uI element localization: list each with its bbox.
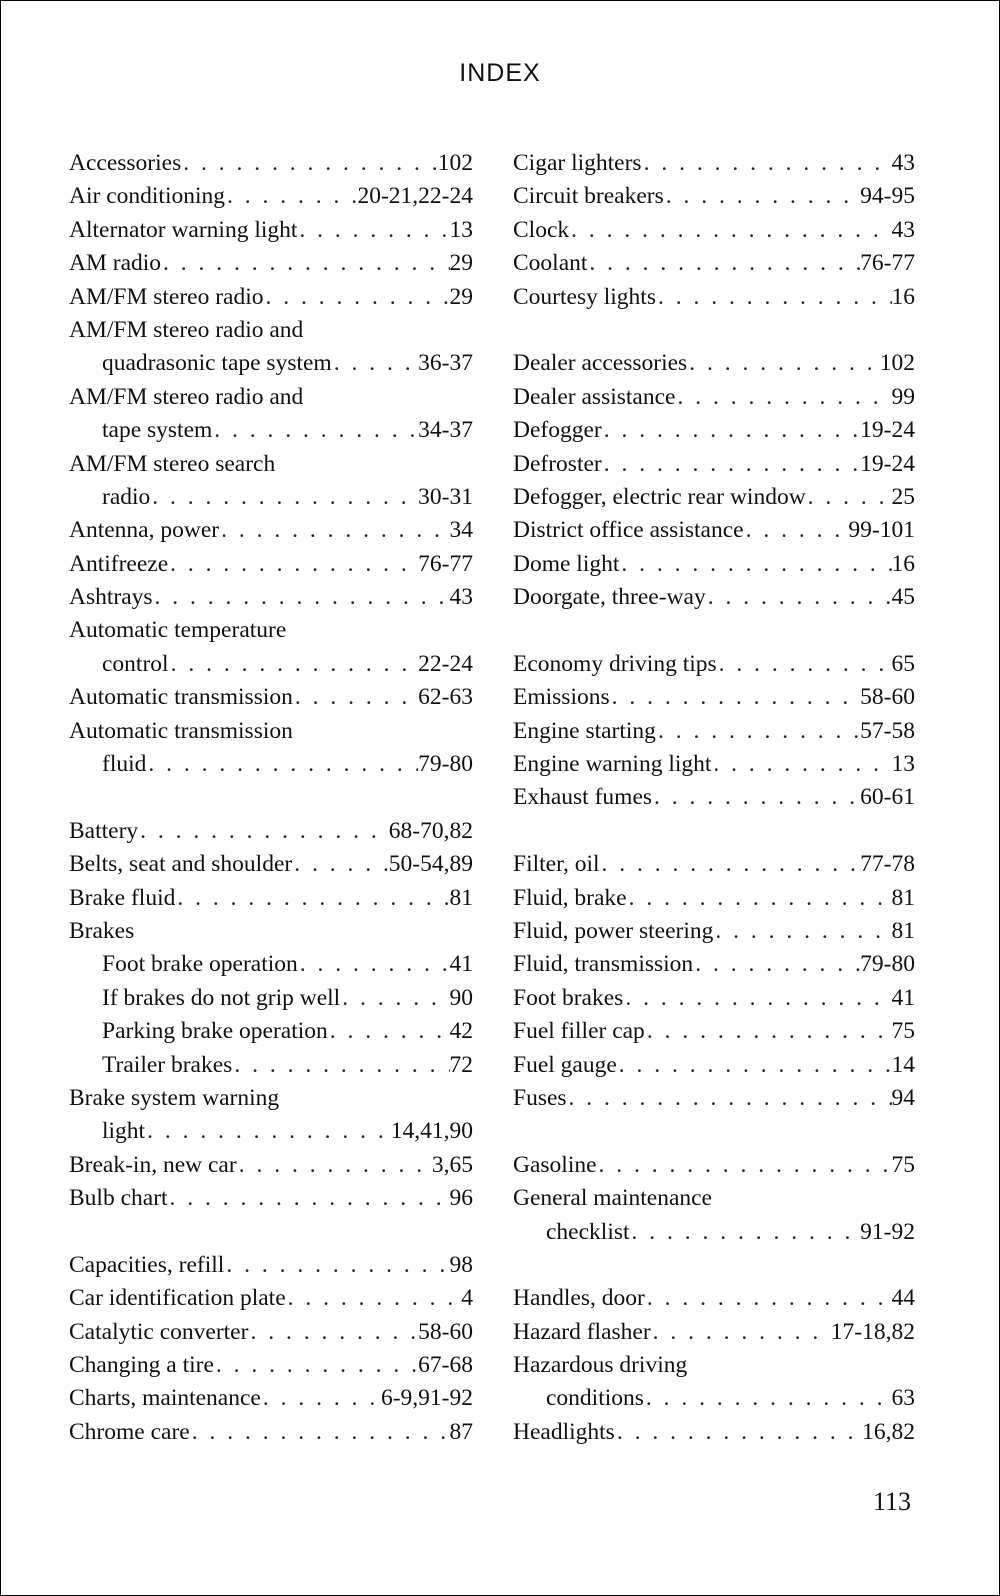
entry-text: quadrasonic tape system (102, 350, 332, 377)
entry-text: Exhaust fumes (513, 784, 653, 811)
entry-page-ref: 14,41,90 (390, 1118, 473, 1145)
dot-leader (644, 1382, 892, 1415)
index-entry (69, 314, 473, 347)
index-entry (513, 1082, 915, 1115)
entry-text: Hazardous driving (513, 1352, 688, 1379)
entry-text: AM/FM stereo radio and (69, 383, 304, 410)
index-entry (69, 648, 473, 681)
entry-page-ref: 90 (449, 984, 473, 1011)
index-entry (69, 214, 473, 247)
page-number: 113 (872, 1487, 911, 1516)
entry-text: Doorgate, three-way (513, 584, 706, 611)
index-column-right (513, 147, 915, 1449)
entry-text: Fluid, power steering (513, 917, 714, 944)
entry-page-ref: 98 (449, 1251, 473, 1278)
entry-text: tape system (102, 417, 213, 444)
dot-leader (328, 1015, 450, 1048)
index-entry (513, 1049, 915, 1082)
dot-leader (623, 982, 891, 1015)
entry-page-ref: 19-24 (860, 417, 915, 444)
entry-text: Capacities, refill (69, 1251, 225, 1278)
entry-text: Break-in, new car (69, 1151, 237, 1178)
index-entry (513, 347, 915, 380)
dot-leader (627, 882, 892, 915)
blank-spacer (513, 1249, 915, 1282)
entry-page-ref: 25 (891, 483, 915, 510)
index-entry (69, 982, 473, 1015)
dot-leader (630, 1216, 861, 1249)
entry-text: Gasoline (513, 1151, 597, 1178)
entry-text: Fluid, brake (513, 884, 627, 911)
dot-leader (602, 448, 860, 481)
entry-text: Alternator warning light (69, 216, 298, 243)
index-entry (69, 180, 473, 213)
entry-page-ref: 79-80 (418, 751, 473, 778)
index-entry (513, 1015, 915, 1048)
entry-text: checklist (546, 1218, 630, 1245)
dot-leader (587, 247, 860, 280)
dot-leader (617, 1049, 892, 1082)
index-entry (69, 1249, 473, 1282)
index-entry (69, 1115, 473, 1148)
entry-text: Engine warning light (513, 751, 712, 778)
index-entry (513, 1349, 915, 1382)
dot-leader (297, 214, 449, 247)
entry-text: Antifreeze (69, 550, 169, 577)
entry-page-ref: 67-68 (418, 1352, 473, 1379)
entry-text: Defogger (513, 417, 602, 444)
dot-leader (569, 214, 891, 247)
entry-text: Charts, maintenance (69, 1385, 261, 1412)
entry-text: Headlights (513, 1418, 615, 1445)
index-column-left (69, 147, 473, 1449)
dot-leader (711, 748, 891, 781)
index-entry (69, 548, 473, 581)
entry-text: Coolant (513, 250, 588, 277)
index-entry (513, 982, 915, 1015)
entry-text: Fuel filler cap (513, 1018, 645, 1045)
entry-text: Courtesy lights (513, 283, 656, 310)
entry-text: AM/FM stereo search (69, 450, 276, 477)
index-entry (69, 1382, 473, 1415)
dot-leader (340, 982, 449, 1015)
dot-leader (600, 848, 861, 881)
entry-page-ref: 17-18,82 (830, 1318, 915, 1345)
index-entry (69, 948, 473, 981)
index-entry (513, 548, 915, 581)
entry-page-ref: 63 (891, 1385, 915, 1412)
entry-text: If brakes do not grip well (102, 984, 341, 1011)
index-entry (513, 1182, 915, 1215)
index-entry (69, 414, 473, 447)
entry-text: Hazard flasher (513, 1318, 651, 1345)
dot-leader (292, 848, 389, 881)
entry-text: Dealer accessories (513, 350, 688, 377)
index-entry (513, 948, 915, 981)
entry-text: control (102, 650, 169, 677)
dot-leader (153, 581, 450, 614)
dot-leader (161, 247, 449, 280)
entry-text: Emissions (513, 684, 610, 711)
index-entry (69, 581, 473, 614)
index-entry (513, 648, 915, 681)
dot-leader (687, 347, 880, 380)
entry-text: Chrome care (69, 1418, 190, 1445)
index-entry (69, 1149, 473, 1182)
entry-text: Catalytic converter (69, 1318, 249, 1345)
dot-leader (619, 548, 891, 581)
index-entry (513, 214, 915, 247)
entry-page-ref: 13 (449, 216, 473, 243)
dot-leader (145, 1115, 391, 1148)
entry-page-ref: 22-24 (418, 650, 473, 677)
dot-leader (248, 1316, 418, 1349)
index-entry (69, 481, 473, 514)
index-entry (513, 1216, 915, 1249)
entry-page-ref: 87 (449, 1418, 473, 1445)
dot-leader (225, 180, 357, 213)
dot-leader (168, 1182, 450, 1215)
entry-text: Bulb chart (69, 1185, 168, 1212)
entry-page-ref: 29 (449, 283, 473, 310)
entry-page-ref: 29 (449, 250, 473, 277)
index-entry (69, 614, 473, 647)
index-entry (513, 748, 915, 781)
entry-page-ref: 14 (891, 1051, 915, 1078)
dot-leader (138, 815, 389, 848)
entry-text: Accessories (69, 150, 182, 176)
entry-page-ref: 75 (891, 1018, 915, 1045)
dot-leader (237, 1149, 432, 1182)
index-entry (69, 915, 473, 948)
entry-page-ref: 81 (891, 884, 915, 911)
entry-page-ref: 75 (891, 1151, 915, 1178)
index-entry (69, 681, 473, 714)
index-entry (513, 448, 915, 481)
index-entry (513, 414, 915, 447)
entry-page-ref: 76-77 (418, 550, 473, 577)
dot-leader (602, 414, 860, 447)
dot-leader (293, 681, 418, 714)
entry-text: Foot brake operation (102, 951, 298, 978)
dot-leader (567, 1082, 892, 1115)
entry-page-ref: 81 (449, 884, 473, 911)
entry-page-ref: 91-92 (860, 1218, 915, 1245)
entry-page-ref: 30-31 (418, 483, 473, 510)
entry-page-ref: 43 (891, 150, 915, 176)
index-entry (69, 448, 473, 481)
entry-page-ref: 62-63 (418, 684, 473, 711)
index-entry (513, 1282, 915, 1315)
dot-leader (693, 948, 860, 981)
index-entry (513, 514, 915, 547)
dot-leader (168, 548, 418, 581)
entry-page-ref: 60-61 (860, 784, 915, 811)
blank-spacer (69, 781, 473, 814)
entry-page-ref: 68-70,82 (388, 817, 473, 844)
entry-text: Dome light (513, 550, 620, 577)
entry-text: Changing a tire (69, 1352, 214, 1379)
entry-page-ref: 34 (449, 517, 473, 544)
entry-page-ref: 81 (891, 917, 915, 944)
index-entry (513, 1316, 915, 1349)
index-entry (513, 848, 915, 881)
entry-page-ref: 43 (449, 584, 473, 611)
dot-leader (744, 514, 849, 547)
dot-leader (261, 1382, 381, 1415)
dot-leader (232, 1049, 449, 1082)
index-entry (69, 1082, 473, 1115)
entry-page-ref: 6-9,91-92 (380, 1385, 473, 1412)
entry-text: Belts, seat and shoulder (69, 851, 293, 878)
entry-page-ref: 41 (449, 951, 473, 978)
dot-leader (656, 715, 860, 748)
index-entry (69, 1049, 473, 1082)
dot-leader (706, 581, 892, 614)
dot-leader (175, 882, 449, 915)
entry-page-ref: 44 (891, 1285, 915, 1312)
blank-spacer (513, 614, 915, 647)
entry-page-ref: 3,65 (431, 1151, 473, 1178)
index-entry (513, 381, 915, 414)
entry-text: Antenna, power (69, 517, 220, 544)
entry-text: Defogger, electric rear window (513, 483, 806, 510)
index-entry (513, 1149, 915, 1182)
index-entry (69, 815, 473, 848)
entry-page-ref: 16,82 (862, 1418, 915, 1445)
entry-page-ref: 72 (449, 1051, 473, 1078)
index-entry (69, 247, 473, 280)
blank-spacer (69, 1216, 473, 1249)
dot-leader (264, 281, 450, 314)
index-entry (513, 1416, 915, 1449)
index-entry (513, 281, 915, 314)
entry-page-ref: 43 (891, 216, 915, 243)
index-entry (513, 581, 915, 614)
dot-leader (651, 1316, 831, 1349)
dot-leader (645, 1015, 892, 1048)
index-entry (69, 281, 473, 314)
entry-text: fluid (102, 751, 147, 778)
index-entry (69, 882, 473, 915)
page-title: INDEX (459, 59, 541, 87)
index-entry (513, 1382, 915, 1415)
index-entry (69, 347, 473, 380)
entry-text: Brake fluid (69, 884, 176, 911)
entry-page-ref: 99-101 (848, 517, 915, 544)
index-entry (69, 1015, 473, 1048)
dot-leader (212, 414, 418, 447)
entry-page-ref: 65 (891, 650, 915, 677)
entry-page-ref: 50-54,89 (388, 851, 473, 878)
index-entry (513, 247, 915, 280)
entry-text: Automatic temperature (69, 617, 287, 644)
entry-text: conditions (546, 1385, 644, 1412)
dot-leader (190, 1416, 450, 1449)
entry-text: Foot brakes (513, 984, 624, 1011)
entry-text: Brake system warning (69, 1084, 280, 1111)
dot-leader (610, 681, 861, 714)
index-entry (69, 715, 473, 748)
dot-leader (645, 1282, 892, 1315)
dot-leader (332, 347, 418, 380)
dot-leader (615, 1416, 862, 1449)
index-entry (69, 1349, 473, 1382)
dot-leader (214, 1349, 418, 1382)
entry-text: Fluid, transmission (513, 951, 694, 978)
entry-text: Car identification plate (69, 1285, 286, 1312)
entry-page-ref: 96 (449, 1185, 473, 1212)
index-entry (69, 514, 473, 547)
index-entry (69, 1182, 473, 1215)
entry-page-ref: 58-60 (860, 684, 915, 711)
entry-text: Filter, oil (513, 851, 600, 878)
entry-page-ref: 36-37 (418, 350, 473, 377)
entry-page-ref: 41 (891, 984, 915, 1011)
entry-text: District office assistance (513, 517, 744, 544)
entry-text: Fuel gauge (513, 1051, 617, 1078)
index-entry (513, 781, 915, 814)
entry-page-ref: 102 (879, 350, 915, 377)
entry-text: light (102, 1118, 146, 1145)
index-entry (69, 1316, 473, 1349)
index-entry (513, 715, 915, 748)
entry-text: General maintenance (513, 1185, 712, 1212)
dot-leader (664, 180, 860, 213)
entry-page-ref: 42 (449, 1018, 473, 1045)
entry-page-ref: 19-24 (860, 450, 915, 477)
entry-text: Dealer assistance (513, 383, 676, 410)
entry-text: Ashtrays (69, 584, 153, 611)
entry-page-ref: 94-95 (860, 183, 915, 210)
index-entry (69, 1416, 473, 1449)
index-entry (513, 681, 915, 714)
entry-text: Circuit breakers (513, 183, 664, 210)
entry-page-ref: 57-58 (860, 717, 915, 744)
index-entry (513, 147, 915, 180)
entry-text: Engine starting (513, 717, 656, 744)
index-entry (513, 481, 915, 514)
entry-page-ref: 94 (891, 1084, 915, 1111)
dot-leader (286, 1282, 462, 1315)
dot-leader (181, 147, 438, 180)
entry-text: Automatic transmission (69, 684, 293, 711)
entry-page-ref: 76-77 (860, 250, 915, 277)
entry-text: Trailer brakes (102, 1051, 233, 1078)
entry-text: AM/FM stereo radio (69, 283, 264, 310)
blank-spacer (513, 1115, 915, 1148)
entry-text: Air conditioning (69, 183, 225, 210)
entry-text: radio (102, 483, 151, 510)
index-entry (513, 915, 915, 948)
entry-page-ref: 45 (891, 584, 915, 611)
entry-text: Cigar lighters (513, 150, 642, 176)
entry-page-ref: 4 (461, 1285, 473, 1312)
dot-leader (224, 1249, 449, 1282)
entry-text: Handles, door (513, 1285, 645, 1312)
entry-text: Brakes (69, 917, 135, 944)
entry-page-ref: 77-78 (860, 851, 915, 878)
entry-text: Economy driving tips (513, 650, 717, 677)
entry-page-ref: 34-37 (418, 417, 473, 444)
dot-leader (169, 648, 419, 681)
entry-page-ref: 16 (891, 550, 915, 577)
entry-page-ref: 58-60 (418, 1318, 473, 1345)
entry-page-ref: 13 (891, 751, 915, 778)
entry-page-ref: 99 (891, 383, 915, 410)
dot-leader (806, 481, 892, 514)
index-entry (69, 848, 473, 881)
index-entry (69, 381, 473, 414)
entry-page-ref: 20-21,22-24 (357, 183, 473, 210)
dot-leader (150, 481, 418, 514)
entry-page-ref: 102 (437, 150, 473, 176)
entry-text: Automatic transmission (69, 717, 293, 744)
dot-leader (146, 748, 418, 781)
index-entry (69, 1282, 473, 1315)
index-entry (513, 180, 915, 213)
entry-text: Defroster (513, 450, 602, 477)
dot-leader (597, 1149, 892, 1182)
dot-leader (675, 381, 891, 414)
index-entry (69, 147, 473, 180)
dot-leader (298, 948, 450, 981)
entry-text: Parking brake operation (102, 1018, 328, 1045)
entry-page-ref: 79-80 (860, 951, 915, 978)
dot-leader (219, 514, 449, 547)
entry-page-ref: 16 (891, 283, 915, 310)
dot-leader (656, 281, 892, 314)
index-entry (513, 882, 915, 915)
entry-text: Clock (513, 216, 570, 243)
blank-spacer (513, 815, 915, 848)
entry-text: AM/FM stereo radio and (69, 316, 304, 343)
entry-text: Fuses (513, 1084, 567, 1111)
dot-leader (642, 147, 892, 180)
index-entry (69, 748, 473, 781)
blank-spacer (513, 314, 915, 347)
dot-leader (652, 781, 860, 814)
entry-text: AM radio (69, 250, 162, 277)
dot-leader (713, 915, 891, 948)
dot-leader (717, 648, 892, 681)
entry-text: Battery (69, 817, 139, 844)
